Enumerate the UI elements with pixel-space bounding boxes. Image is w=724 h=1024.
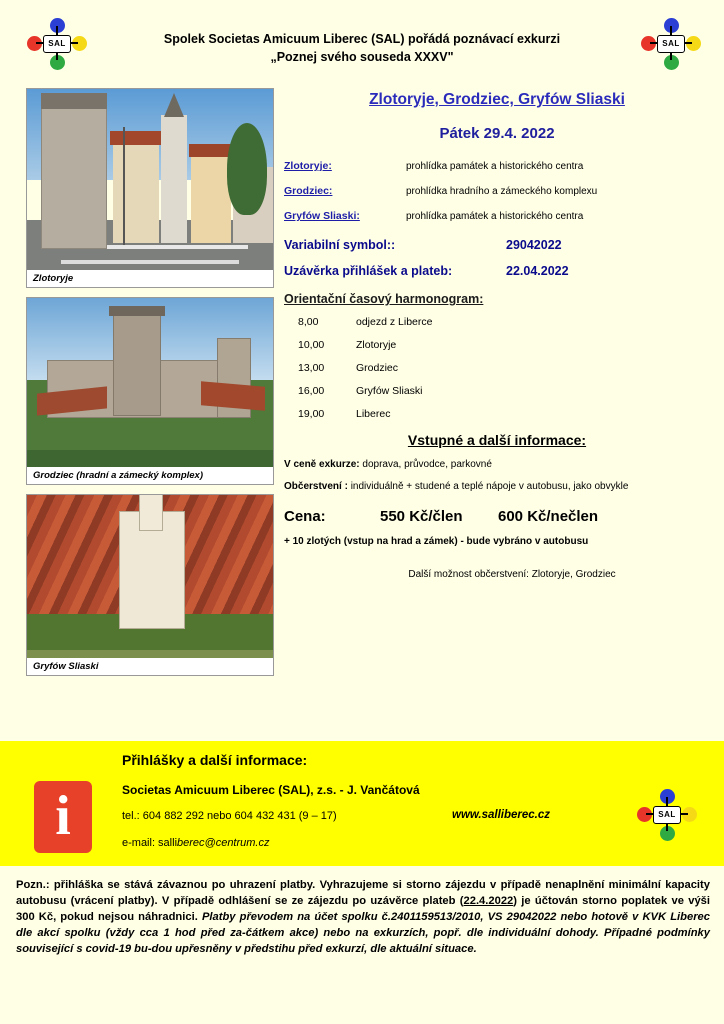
schedule-item [298,316,710,328]
photo-gryfow [26,494,274,676]
castle-keep-top [109,306,165,316]
header-line-2: „Poznej svého souseda XXXV" [270,50,454,65]
price-row [284,508,710,525]
included-value: doprava, průvodce, parkovné [359,459,492,470]
schedule-time: 13,00 [298,362,325,374]
schedule-place: Liberec [356,408,391,420]
photo-caption: Zlotoryje [27,270,273,287]
stop-description: prohlídka hradního a zámeckého komplexu [406,186,598,197]
logo-text: SAL [657,35,685,53]
church [161,115,187,243]
schedule-place: Gryfów Sliaski [356,385,423,397]
castle-keep [113,312,161,416]
schedule-item [298,408,710,420]
refreshment-label: Občerstvení : [284,481,348,492]
schedule-place: odjezd z Liberce [356,316,433,328]
schedule-list [284,316,710,420]
deadline-label: Uzávěrka přihlášek a plateb: [284,264,453,278]
town-hall-tower [139,495,163,531]
schedule-time: 19,00 [298,408,325,420]
schedule-title: Orientační časový harmonogram: [284,292,484,306]
info-icon: i [34,781,92,853]
photo-zlotoryje [26,88,274,288]
page-title [110,30,614,66]
schedule-time: 10,00 [298,339,325,351]
stop-item [284,185,710,197]
payment-block [284,238,710,278]
email-address[interactable] [122,837,270,849]
terms-deadline-date: 22.4.2022 [463,894,514,907]
deadline-value: 22.04.2022 [506,264,569,278]
price-member: 550 Kč/člen [380,508,463,525]
organizer-name: Societas Amicuum Liberec (SAL), z.s. - J. Vančátová [122,783,420,797]
details-column [284,88,710,580]
photo-caption: Gryfów Sliaski [27,658,273,675]
photo-grodziec [26,297,274,485]
sal-logo-left [26,18,88,70]
photo-image [27,495,273,675]
stop-name: Zlotoryje: [284,160,332,172]
variable-symbol-label: Variabilní symbol:: [284,238,396,252]
terms-part-1: Pozn.: přihláška se stává závaznou po uhrazení platby. Vyhrazujeme si storno zájezdu v případě nenaplnění minimální kapacity autobusu (vrácení platby). V případě odhlášení se ze zájezdu po uzávěrce plateb ( [16,879,710,907]
admission-info-title: Vstupné a další informace: [407,432,587,448]
header-line-1: Spolek Societas Amicuum Liberec (SAL) pořádá poznávací exkurzi [163,32,561,46]
tower-roof [41,93,107,109]
schedule-item [298,339,710,351]
stop-name: Grodziec: [284,185,333,197]
extra-note: Další možnost občerstvení: Zlotoryje, Grodziec [408,569,616,580]
email-prefix: e-mail: salli [122,837,178,849]
logo-text: SAL [653,806,681,824]
phone-numbers: tel.: 604 882 292 nebo 604 432 431 (9 – 17) [122,810,337,822]
terms-part-2: ) je účtován storno poplatek ve výši 300 Kč, pokud nejsou náhradnici. [16,894,710,923]
building [191,155,231,243]
variable-symbol-row [284,238,710,252]
stop-item [284,210,710,222]
tower [41,99,107,249]
schedule-time: 16,00 [298,385,325,397]
deadline-row [284,264,710,278]
schedule-time: 8,00 [298,316,319,328]
schedule-item [298,385,710,397]
refreshment-value: individuálně + studené a teplé nápoje v autobusu, jako obvykle [347,481,629,492]
trip-title: Zlotoryje, Grodziec, Gryfów Sliaski [369,91,625,108]
logo-text: SAL [43,35,71,53]
website-link[interactable]: www.salliberec.cz [452,809,551,821]
schedule-place: Grodziec [356,362,399,374]
price-note: + 10 zlotých (vstup na hrad a zámek) - bude vybráno v autobusu [284,536,589,547]
contact-title: Přihlášky a další informace: [122,752,308,768]
photo-caption: Grodziec (hradní a zámecký komplex) [27,467,273,484]
variable-symbol-value: 29042022 [506,238,562,252]
stop-name: Gryfów Sliaski: [284,210,360,222]
sal-logo-band [636,789,698,841]
price-nonmember: 600 Kč/nečlen [498,508,599,525]
stop-description: prohlídka památek a historického centra [406,211,584,222]
email-suffix: berec@centrum.cz [177,837,270,849]
schedule-item [298,362,710,374]
refreshment-row [284,481,710,492]
stop-item [284,160,710,172]
stops-list [284,160,710,222]
document-header [0,0,724,78]
included-label: V ceně exkurze: [284,459,360,470]
stop-description: prohlídka památek a historického centra [406,161,584,172]
photo-image [27,89,273,287]
schedule-place: Zlotoryje [356,339,397,351]
photo-image [27,298,273,484]
trip-date: Pátek 29.4. 2022 [439,125,555,142]
contact-band [0,741,724,866]
lamp-post [123,127,125,245]
terms-note [16,878,710,958]
included-row [284,459,710,470]
photo-column [26,88,274,685]
terms-part-3: Platby převodem na účet spolku č.2401159513/2010, VS 29042022 nebo hotově v KVK Liberec dle akcí spolku (vždy cca 1 hod před za-čátkem akce) nebo na exkurzích, popř. dle individuální dohody. Případné podmínky související s covid-19 bu-dou upřesněny v předstihu před exkurzí, dle aktuální situace. [16,910,710,955]
building [113,143,159,243]
price-label: Cena: [284,508,326,525]
sal-logo-right [640,18,702,70]
tree [227,123,267,215]
